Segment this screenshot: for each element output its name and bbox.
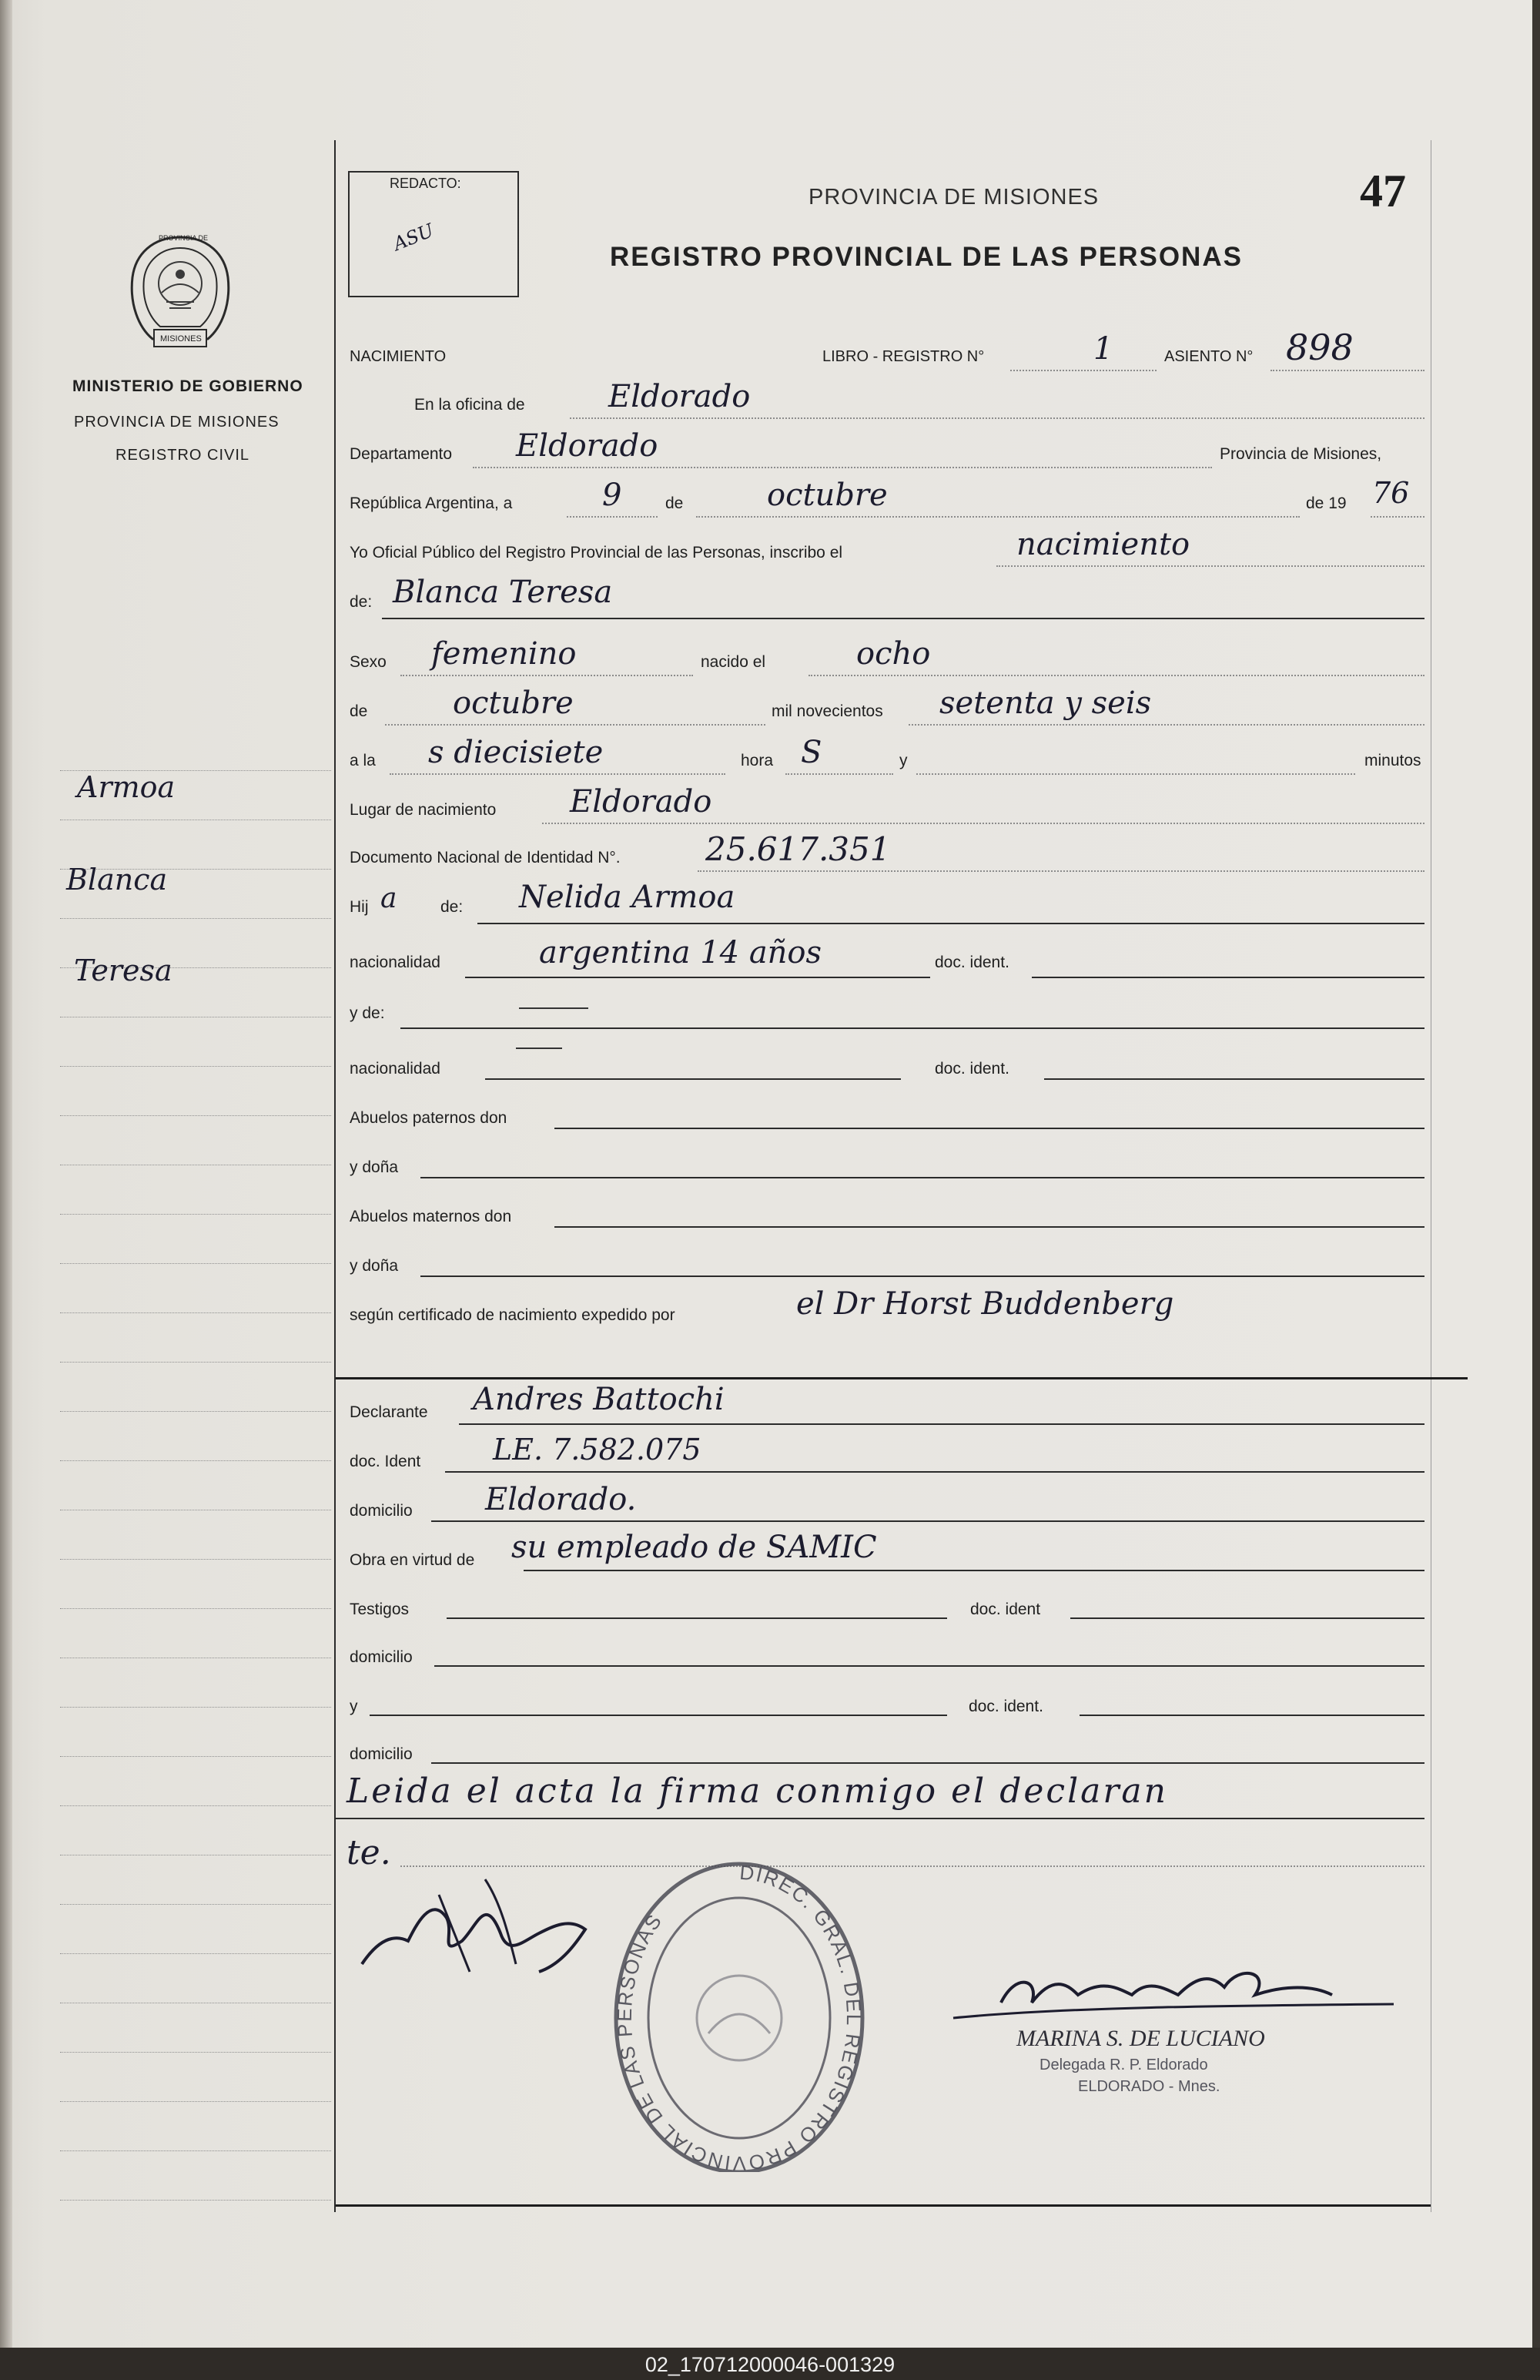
- oficina-label: En la oficina de: [414, 396, 525, 414]
- hij-label: Hij: [350, 898, 369, 916]
- libro-label: LIBRO - REGISTRO N°: [822, 348, 985, 365]
- dia-line: [567, 516, 658, 518]
- ala-label: a la: [350, 752, 376, 769]
- margin-rule-line: [60, 1263, 331, 1264]
- mes-line: [696, 516, 1300, 518]
- closing-line-1-rule: [336, 1818, 1424, 1819]
- mil-value: setenta y seis: [939, 686, 1152, 721]
- sexo-line: [400, 675, 693, 676]
- docident5-line: [1080, 1715, 1424, 1716]
- page-edge: [1532, 0, 1540, 2348]
- declarante-label: Declarante: [350, 1403, 428, 1421]
- minutos-label: minutos: [1364, 752, 1421, 769]
- nacido-line: [808, 675, 1424, 676]
- asiento-label: ASIENTO N°: [1164, 348, 1254, 365]
- ministry-registry: REGISTRO CIVIL: [116, 447, 250, 464]
- margin-rule-line: [60, 1559, 331, 1560]
- ala-line: [390, 773, 725, 775]
- docident-label: doc. ident.: [935, 954, 1009, 971]
- margin-note-first-name: Blanca: [66, 863, 168, 897]
- anio-line: [1371, 516, 1424, 518]
- y2-line: [370, 1715, 947, 1716]
- dni-value: 25.617.351: [705, 830, 891, 868]
- anio-label: de 19: [1306, 494, 1347, 512]
- certificado-label: según certificado de nacimiento expedido por: [350, 1306, 675, 1324]
- asiento-value: 898: [1286, 327, 1354, 368]
- declarante-line: [459, 1423, 1424, 1425]
- declarante-signature-text: [462, 1902, 469, 1904]
- margin-rule-line: [60, 1953, 331, 1954]
- domicilio-line: [431, 1520, 1424, 1522]
- oficial-line: [996, 565, 1424, 567]
- margin-rule-line: [60, 2150, 331, 2151]
- y2-label: y: [350, 1698, 358, 1715]
- margin-rule-line: [60, 1115, 331, 1116]
- seal-top-text: PROVINCIA DE: [159, 234, 209, 242]
- docident2-label: doc. ident.: [935, 1060, 1009, 1078]
- domicilio3-label: domicilio: [350, 1745, 413, 1763]
- docident3-value: LE. 7.582.075: [493, 1433, 701, 1467]
- margin-rule-line: [60, 1805, 331, 1806]
- margin-rule-line: [60, 2200, 331, 2201]
- testigos-label: Testigos: [350, 1601, 410, 1618]
- dni-line: [698, 870, 1424, 872]
- yde-dash: [519, 1007, 588, 1009]
- abuelos-maternos-line: [554, 1226, 1424, 1228]
- testigos-line: [447, 1617, 947, 1619]
- lugar-value: Eldorado: [570, 784, 712, 820]
- margin-rule-line: [60, 1756, 331, 1757]
- margin-rule-line: [60, 1904, 331, 1905]
- domicilio-value: Eldorado.: [485, 1482, 637, 1517]
- ydona2-line: [420, 1275, 1424, 1277]
- ydona1-line: [420, 1177, 1424, 1178]
- file-id: 02_170712000046-001329: [644, 2353, 896, 2376]
- de-nombre-label: de:: [350, 593, 373, 611]
- book-binding: [0, 0, 12, 2348]
- de2-label: de: [350, 702, 368, 720]
- departamento-line: [473, 467, 1212, 468]
- hij-value: a: [380, 883, 397, 914]
- ydona1-label: y doña: [350, 1158, 399, 1176]
- docident2-line: [1044, 1078, 1424, 1080]
- oficial-label: Yo Oficial Público del Registro Provincial de las Personas, inscribo el: [350, 544, 843, 561]
- docident4-line: [1070, 1617, 1424, 1619]
- oficina-value: Eldorado: [608, 379, 751, 414]
- declarante-signature: [346, 1849, 639, 1987]
- hora-line: [785, 773, 893, 775]
- redacto-value: ASU: [390, 219, 437, 256]
- closing-line-2: te.: [346, 1833, 391, 1872]
- de3-label: de:: [440, 898, 464, 916]
- nombre-line: [382, 618, 1424, 619]
- closing-line-1: Leida el acta la firma conmigo el declaran: [346, 1772, 1168, 1811]
- nombre-value: Blanca Teresa: [393, 575, 613, 610]
- margin-note-second-name: Teresa: [74, 954, 172, 987]
- oficial-value: nacimiento: [1016, 527, 1190, 562]
- margin-rule-line: [60, 1362, 331, 1363]
- mil-label: mil novecientos: [772, 702, 883, 720]
- footer-bar: [0, 2348, 1540, 2380]
- page-number: 47: [1360, 166, 1406, 216]
- margin-rule-line: [60, 2052, 331, 2053]
- domicilio-label: domicilio: [350, 1502, 413, 1520]
- asiento-line: [1270, 370, 1424, 371]
- domicilio2-line: [434, 1665, 1424, 1667]
- hora-label: hora: [741, 752, 774, 769]
- obra-label: Obra en virtud de: [350, 1551, 475, 1569]
- declarante-value: Andres Battochi: [473, 1382, 725, 1417]
- sexo-value: femenino: [431, 636, 577, 672]
- domicilio3-line: [431, 1762, 1424, 1764]
- yde-label: y de:: [350, 1004, 385, 1022]
- docident3-label: doc. Ident: [350, 1453, 421, 1470]
- abuelos-maternos-label: Abuelos maternos don: [350, 1208, 512, 1225]
- minutos-line: [916, 773, 1355, 775]
- province-title: PROVINCIA DE MISIONES: [808, 185, 1100, 210]
- libro-line: [1010, 370, 1157, 371]
- y-label: y: [899, 752, 908, 769]
- nacionalidad2-label: nacionalidad: [350, 1060, 440, 1078]
- docident4-label: doc. ident: [970, 1601, 1041, 1618]
- official-signature: [947, 1941, 1394, 2033]
- bottom-rule: [336, 2204, 1431, 2207]
- republica-label: República Argentina, a: [350, 494, 513, 512]
- margin-rule-line: [60, 1707, 331, 1708]
- certificado-value: el Dr Horst Buddenberg: [796, 1286, 1174, 1322]
- docident3-line: [445, 1471, 1424, 1473]
- redacto-box: [348, 171, 519, 297]
- anio-value: 76: [1372, 476, 1410, 510]
- obra-value: su empleado de SAMIC: [511, 1530, 877, 1565]
- margin-rule-line: [60, 1460, 331, 1461]
- margin-rule-line: [60, 1066, 331, 1067]
- svg-text:DIREC. GRAL. DEL REGISTRO PROV: DIREC. GRAL. DEL REGISTRO PROVINCIAL DE LAS PERSONAS: [612, 1860, 866, 2172]
- madre-value: Nelida Armoa: [519, 880, 735, 915]
- margin-rule-line: [60, 2101, 331, 2102]
- oficina-line: [570, 417, 1424, 419]
- ydona2-label: y doña: [350, 1257, 399, 1275]
- lugar-label: Lugar de nacimiento: [350, 801, 497, 819]
- abuelos-paternos-line: [554, 1128, 1424, 1129]
- registry-title: REGISTRO PROVINCIAL DE LAS PERSONAS: [610, 242, 1243, 272]
- seal-bottom-text: MISIONES: [160, 334, 202, 344]
- ministry-name: MINISTERIO DE GOBIERNO: [72, 377, 303, 395]
- mes2-value: octubre: [453, 686, 574, 721]
- libro-value: 1: [1093, 331, 1113, 367]
- mes-value: octubre: [767, 478, 888, 513]
- dia-value: 9: [602, 478, 622, 513]
- docident5-label: doc. ident.: [969, 1698, 1043, 1715]
- provincia-label: Provincia de Misiones,: [1220, 445, 1382, 463]
- mil-line: [909, 724, 1424, 726]
- mes2-line: [385, 724, 765, 726]
- departamento-label: Departamento: [350, 445, 453, 463]
- section-divider-line: [336, 1377, 1468, 1379]
- official-name: MARINA S. DE LUCIANO: [1016, 2026, 1265, 2051]
- sexo-label: Sexo: [350, 653, 387, 671]
- lugar-line: [542, 823, 1424, 824]
- nacionalidad2-line: [485, 1078, 901, 1080]
- madre-line: [477, 923, 1424, 924]
- domicilio2-label: domicilio: [350, 1648, 413, 1666]
- nacionalidad-label: nacionalidad: [350, 954, 440, 971]
- margin-note-surname: Armoa: [77, 770, 176, 804]
- nacionalidad-line: [465, 977, 930, 978]
- nacido-value: ocho: [856, 636, 931, 672]
- nacionalidad-value: argentina 14 años: [539, 935, 822, 970]
- margin-rule-line: [60, 1608, 331, 1609]
- departamento-value: Eldorado: [516, 428, 658, 464]
- nacido-label: nacido el: [701, 653, 766, 671]
- docident-line: [1032, 977, 1424, 978]
- nacionalidad2-dash: [516, 1048, 562, 1049]
- redacto-label: REDACTO:: [390, 176, 461, 191]
- nacimiento-label: NACIMIENTO: [350, 348, 447, 365]
- dni-label: Documento Nacional de Identidad N°.: [350, 849, 621, 867]
- abuelos-paternos-label: Abuelos paternos don: [350, 1109, 507, 1127]
- margin-divider-line: [334, 140, 336, 2212]
- official-title: Delegada R. P. Eldorado: [1040, 2057, 1208, 2073]
- ministry-province: PROVINCIA DE MISIONES: [74, 414, 280, 431]
- registry-stamp: [601, 1849, 878, 2172]
- obra-line: [524, 1570, 1424, 1571]
- official-place: ELDORADO - Mnes.: [1078, 2078, 1220, 2095]
- ala-value: s diecisiete: [428, 735, 604, 770]
- hora-value: S: [801, 735, 822, 770]
- margin-rule-line: [60, 1411, 331, 1412]
- de-label: de: [665, 494, 684, 512]
- margin-rule-line: [60, 1214, 331, 1215]
- margin-rule-line: [60, 918, 331, 919]
- yde-line: [400, 1027, 1424, 1029]
- margin-rule-line: [60, 1312, 331, 1313]
